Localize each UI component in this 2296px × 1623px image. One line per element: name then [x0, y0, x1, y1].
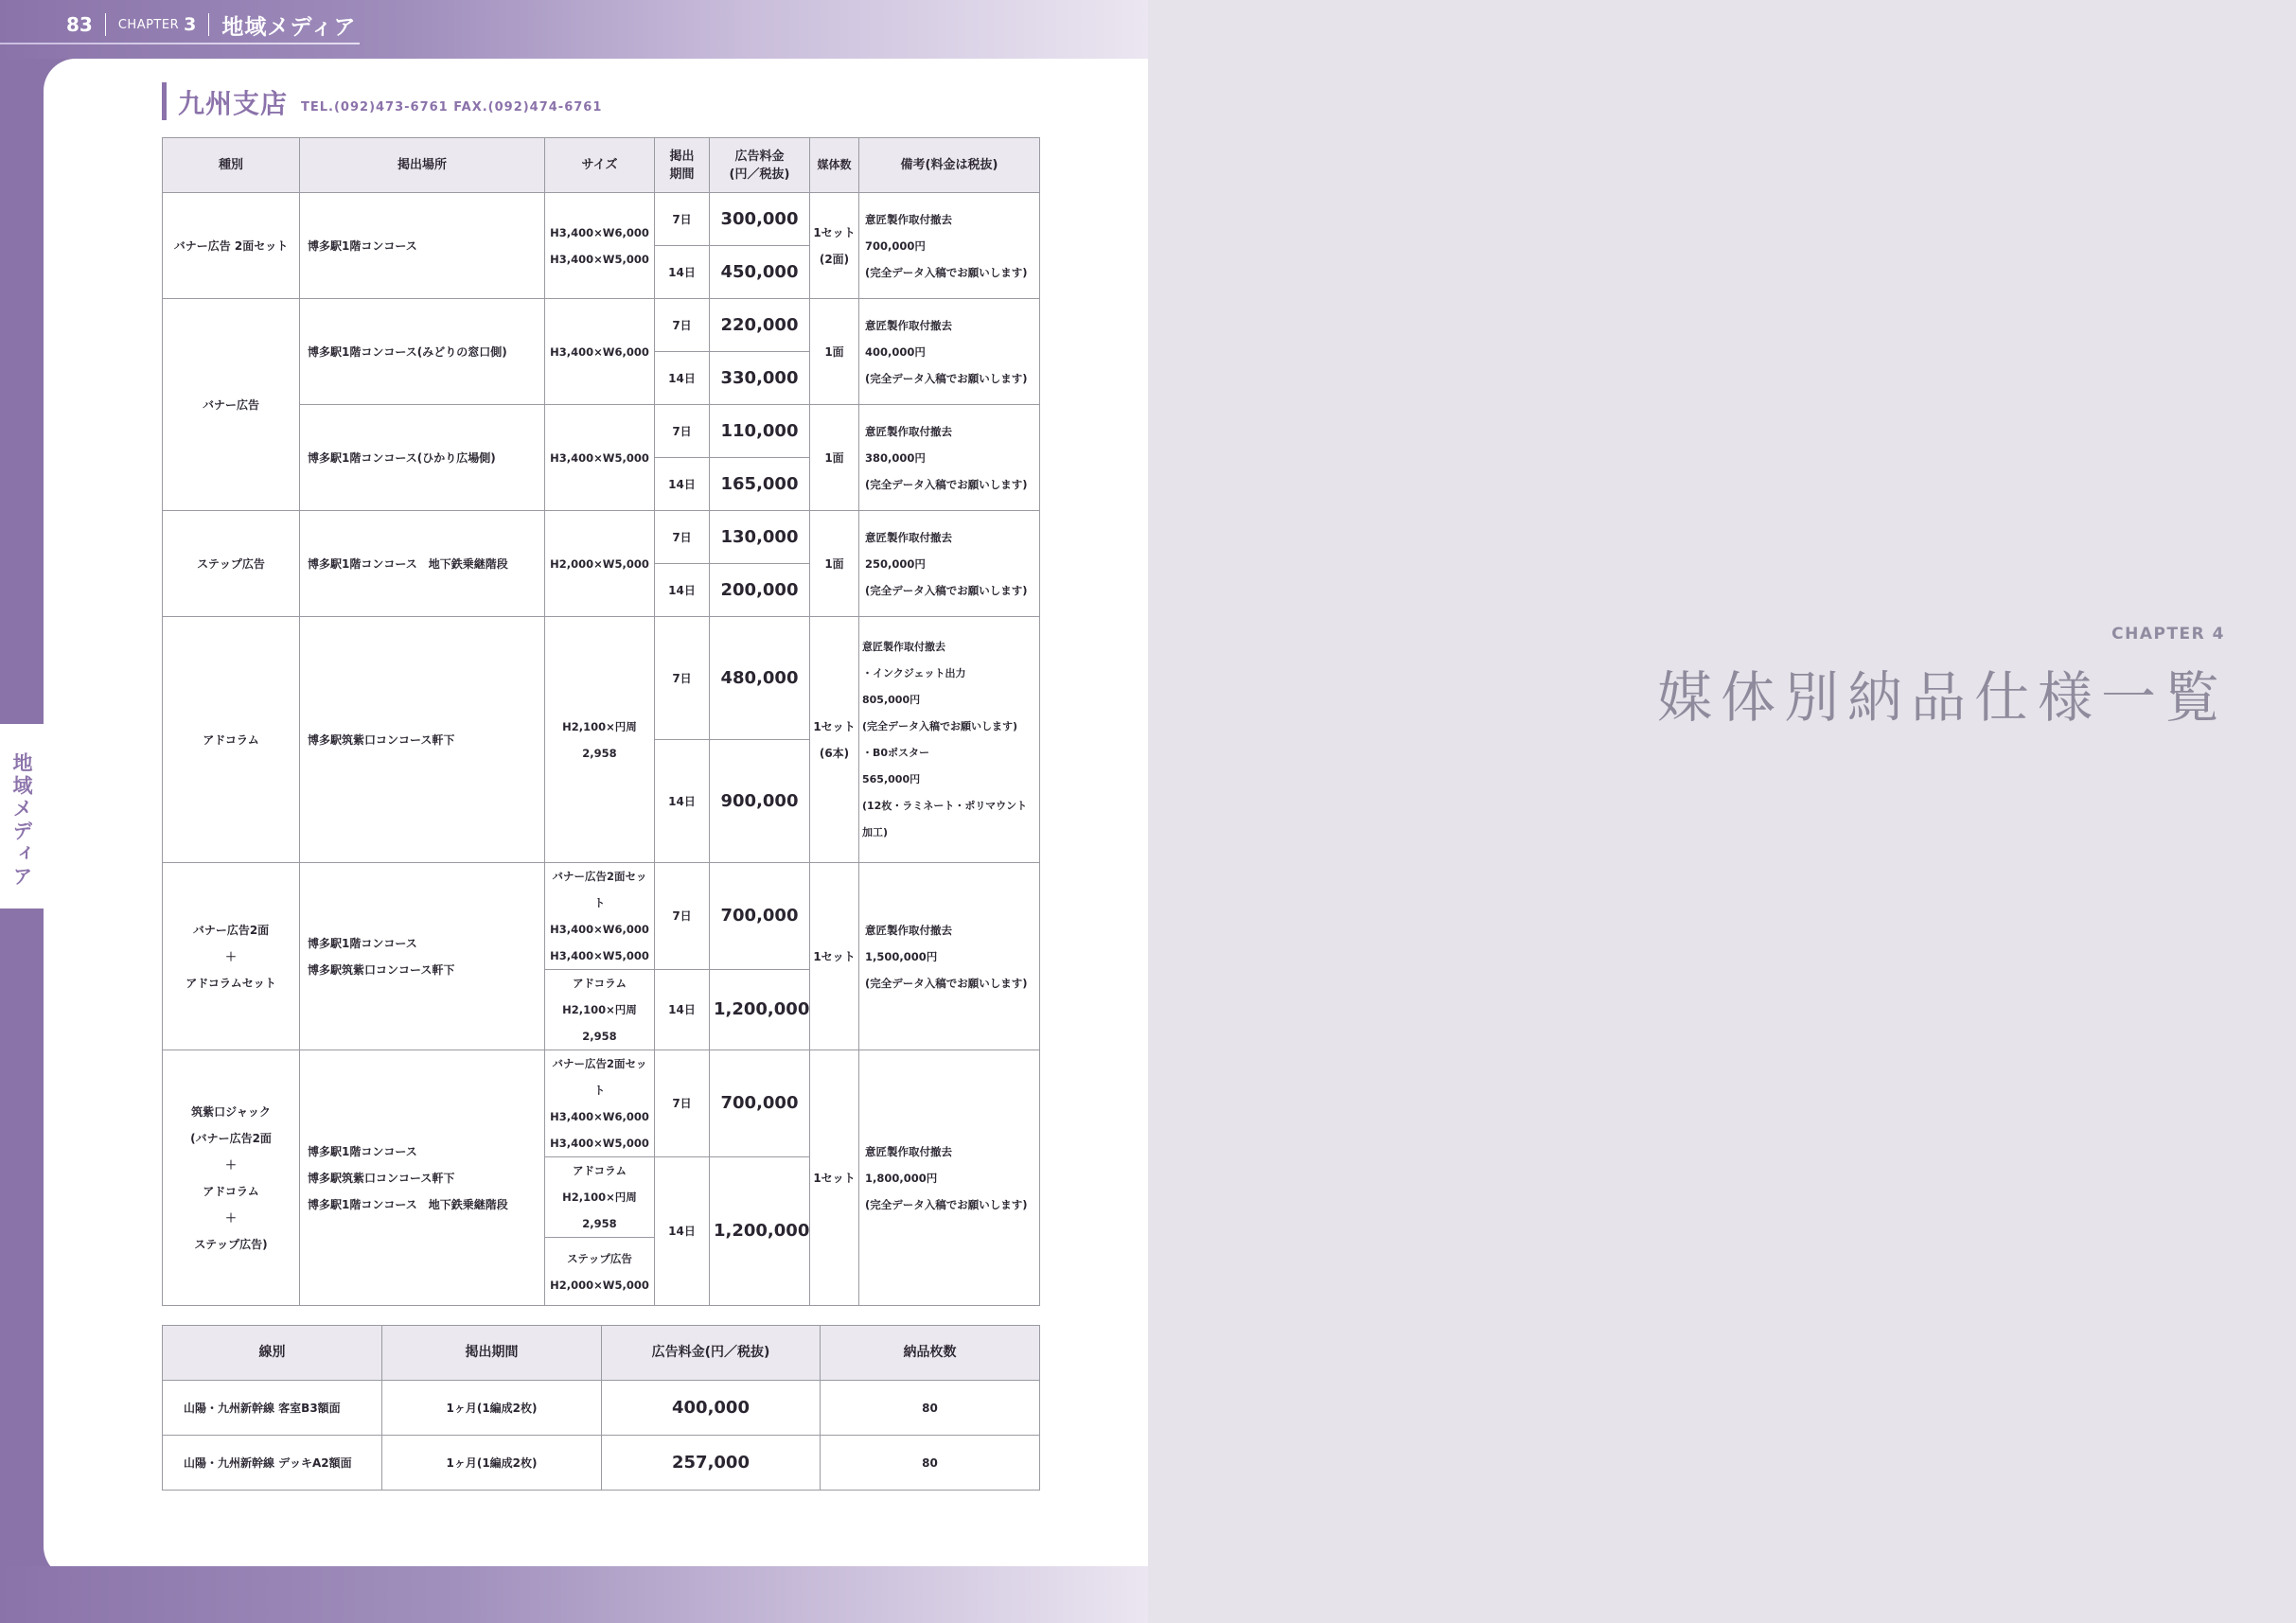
- location-cell: 博多駅1階コンコース: [300, 193, 545, 299]
- media-cell: 1面: [810, 405, 859, 511]
- price-cell: 1,200,000: [710, 970, 810, 1050]
- media-cell: 1セット: [810, 863, 859, 1050]
- price-cell: 450,000: [710, 246, 810, 299]
- header-size: サイズ: [545, 138, 655, 193]
- table-header-row: [163, 138, 1040, 193]
- location-cell: 博多駅1階コンコース 地下鉄乗継階段: [300, 511, 545, 617]
- period-cell: 14日: [655, 970, 710, 1050]
- location-cell: 博多駅1階コンコース 博多駅筑紫口コンコース軒下 博多駅1階コンコース 地下鉄乗継階段: [300, 1050, 545, 1306]
- side-tab-label: 地域メディア: [10, 752, 33, 889]
- period-cell: 14日: [655, 458, 710, 511]
- price-cell: 700,000: [710, 1050, 810, 1157]
- kind-cell: 筑紫口ジャック (バナー広告2面 ＋ アドコラム ＋ ステップ広告): [163, 1050, 300, 1306]
- price-cell: 165,000: [710, 458, 810, 511]
- footer-band: [0, 1566, 1148, 1623]
- period-cell: 14日: [655, 246, 710, 299]
- size-cell: バナー広告2面セット H3,400×W6,000 H3,400×W5,000: [545, 1050, 655, 1157]
- period-cell: 7日: [655, 617, 710, 740]
- period-cell: 7日: [655, 511, 710, 564]
- kind-cell: バナー広告2面 ＋ アドコラムセット: [163, 863, 300, 1050]
- count-cell: 80: [821, 1381, 1040, 1436]
- table-row: [163, 511, 1040, 564]
- table-row: [163, 1050, 1040, 1157]
- table-row: [163, 863, 1040, 970]
- size-cell: H3,400×W5,000: [545, 405, 655, 511]
- location-cell: 博多駅1階コンコース(みどりの窓口側): [300, 299, 545, 405]
- count-cell: 80: [821, 1436, 1040, 1491]
- price-cell: 130,000: [710, 511, 810, 564]
- header-media: 媒体数: [810, 138, 859, 193]
- notes-cell: 意匠製作取付撤去 1,800,000円 (完全データ入稿でお願いします): [859, 1050, 1040, 1306]
- size-cell: アドコラム H2,100×円周2,958: [545, 1157, 655, 1238]
- notes-cell: 意匠製作取付撤去 ・インクジェット出力 805,000円 (完全データ入稿でお願いします) ・B0ポスター 565,000円 (12枚・ラミネート・ポリマウント加工): [859, 617, 1040, 863]
- period-cell: 14日: [655, 564, 710, 617]
- shinkansen-table: [162, 1325, 1040, 1491]
- period-cell: 7日: [655, 1050, 710, 1157]
- size-cell: アドコラム H2,100×円周2,958: [545, 970, 655, 1050]
- branch-name: 九州支店: [178, 88, 289, 119]
- page-header: [66, 9, 357, 40]
- heading-bar: [162, 82, 167, 120]
- right-page: [1148, 0, 2296, 1623]
- period-cell: 1ヶ月(1編成2枚): [382, 1436, 602, 1491]
- price-cell: 900,000: [710, 740, 810, 863]
- price-cell: 220,000: [710, 299, 810, 352]
- price-cell: 1,200,000: [710, 1157, 810, 1306]
- page-number: 83: [66, 13, 93, 36]
- size-cell: H2,100×円周2,958: [545, 617, 655, 863]
- kind-cell: ステップ広告: [163, 511, 300, 617]
- chapter-number: 3: [184, 14, 197, 35]
- location-cell: 博多駅1階コンコース(ひかり広場側): [300, 405, 545, 511]
- branch-contact: TEL.(092)473-6761 FAX.(092)474-6761: [301, 100, 603, 115]
- price-cell: 257,000: [602, 1436, 821, 1491]
- period-cell: 7日: [655, 405, 710, 458]
- media-cell: 1セット (2面): [810, 193, 859, 299]
- size-cell: H2,000×W5,000: [545, 511, 655, 617]
- chapter-label: CHAPTER: [117, 17, 180, 32]
- kind-cell: バナー広告 2面セット: [163, 193, 300, 299]
- kind-cell: アドコラム: [163, 617, 300, 863]
- period-cell: 7日: [655, 193, 710, 246]
- location-cell: 博多駅筑紫口コンコース軒下: [300, 617, 545, 863]
- chapter-title: 地域メディア: [221, 14, 357, 40]
- period-cell: 14日: [655, 740, 710, 863]
- period-cell: 14日: [655, 1157, 710, 1306]
- notes-cell: 意匠製作取付撤去 250,000円 (完全データ入稿でお願いします): [859, 511, 1040, 617]
- media-cell: 1セット: [810, 1050, 859, 1306]
- notes-cell: 意匠製作取付撤去 1,500,000円 (完全データ入稿でお願いします): [859, 863, 1040, 1050]
- period-cell: 1ヶ月(1編成2枚): [382, 1381, 602, 1436]
- price-cell: 110,000: [710, 405, 810, 458]
- rate-table: [162, 137, 1040, 1306]
- period-cell: 7日: [655, 299, 710, 352]
- period-cell: 14日: [655, 352, 710, 405]
- header-period: 掲出期間: [382, 1326, 602, 1381]
- branch-heading: [162, 82, 602, 120]
- table-row: [163, 1436, 1040, 1491]
- line-cell: 山陽・九州新幹線 客室B3額面: [163, 1381, 382, 1436]
- header-price: 広告料金 (円／税抜): [710, 138, 810, 193]
- header-divider: [208, 13, 209, 36]
- header-count: 納品枚数: [821, 1326, 1040, 1381]
- period-cell: 7日: [655, 863, 710, 970]
- header-rule: [0, 43, 360, 44]
- side-tab[interactable]: [0, 724, 44, 909]
- price-cell: 480,000: [710, 617, 810, 740]
- kind-cell: バナー広告: [163, 299, 300, 511]
- media-cell: 1面: [810, 299, 859, 405]
- size-cell: H3,400×W6,000: [545, 299, 655, 405]
- table-header-row: [163, 1326, 1040, 1381]
- table-row: [163, 193, 1040, 246]
- size-cell: ステップ広告 H2,000×W5,000: [545, 1238, 655, 1306]
- header-period: 掲出 期間: [655, 138, 710, 193]
- media-cell: 1セット (6本): [810, 617, 859, 863]
- header-line: 線別: [163, 1326, 382, 1381]
- notes-cell: 意匠製作取付撤去 380,000円 (完全データ入稿でお願いします): [859, 405, 1040, 511]
- notes-cell: 意匠製作取付撤去 700,000円 (完全データ入稿でお願いします): [859, 193, 1040, 299]
- notes-cell: 意匠製作取付撤去 400,000円 (完全データ入稿でお願いします): [859, 299, 1040, 405]
- chapter-label: CHAPTER 4: [2111, 625, 2225, 644]
- media-cell: 1面: [810, 511, 859, 617]
- header-price: 広告料金(円／税抜): [602, 1326, 821, 1381]
- price-cell: 300,000: [710, 193, 810, 246]
- size-cell: H3,400×W6,000 H3,400×W5,000: [545, 193, 655, 299]
- line-cell: 山陽・九州新幹線 デッキA2額面: [163, 1436, 382, 1491]
- table-row: [163, 1381, 1040, 1436]
- header-divider: [105, 13, 106, 36]
- price-cell: 330,000: [710, 352, 810, 405]
- price-cell: 400,000: [602, 1381, 821, 1436]
- chapter-title: 媒体別納品仕様一覧: [1656, 665, 2228, 730]
- price-cell: 200,000: [710, 564, 810, 617]
- header-location: 掲出場所: [300, 138, 545, 193]
- header-kind: 種別: [163, 138, 300, 193]
- table-row: [163, 617, 1040, 740]
- price-cell: 700,000: [710, 863, 810, 970]
- table-row: [163, 299, 1040, 352]
- size-cell: バナー広告2面セット H3,400×W6,000 H3,400×W5,000: [545, 863, 655, 970]
- location-cell: 博多駅1階コンコース 博多駅筑紫口コンコース軒下: [300, 863, 545, 1050]
- header-notes: 備考(料金は税抜): [859, 138, 1040, 193]
